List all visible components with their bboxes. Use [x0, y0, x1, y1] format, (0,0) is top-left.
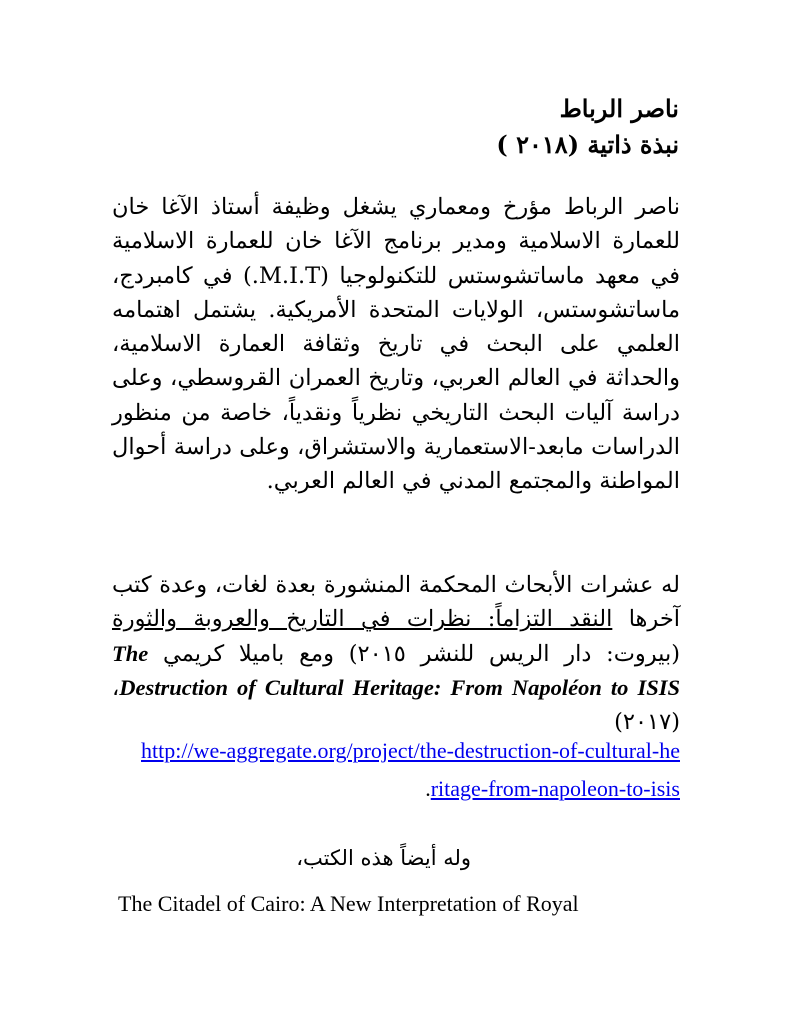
english-book-title: The Citadel of Cairo: A New Interpretation of Royal: [118, 891, 579, 916]
project-link-part-1[interactable]: http://we-aggregate.org/project/the-destruction-of-cultural-he: [141, 738, 680, 763]
also-books-label: وله أيضاً هذه الكتب،: [296, 846, 471, 870]
project-link-line-2: [112, 770, 680, 808]
latest-book-publisher: (بيروت: دار الريس للنشر ٢٠١٥) ومع باميلا كريمي: [163, 640, 680, 667]
coauthored-book-title: The Destruction of Cultural Heritage: From Napoléon to ISIS: [112, 640, 680, 700]
latest-book-title: النقد التزاماً: نظرات في التاريخ والعروبة والثورة: [112, 606, 613, 633]
works-paragraph: له عشرات الأبحاث المحكمة المنشورة بعدة لغات، وعدة كتب آخرها النقد التزاماً: نظرات في التاريخ والعروبة والثورة (بيروت: دار الريس للنشر ٢٠١٥) ومع باميلا كريمي The Destruction of Cultural Heritage: From Napoléon to ISIS، (٢٠١٧): [112, 572, 680, 736]
works-intro: له عشرات الأبحاث المحكمة المنشورة بعدة لغات، وعدة كتب آخرها: [112, 572, 680, 633]
coauthored-book-year: (٢٠١٧): [614, 709, 680, 736]
author-name-heading: ناصر الرباط: [559, 94, 679, 123]
link-trailing-period: .: [425, 776, 431, 801]
bio-heading: نبذة ذاتية (٢٠١٨ ): [496, 130, 679, 159]
bio-paragraph: ناصر الرباط مؤرخ ومعماري يشغل وظيفة أستاذ الآغا خان للعمارة الاسلامية ومدير برنامج الآغا خان للعمارة الاسلامية في معهد ماساتشوستس للتكنولوجيا (M.I.T.) في كامبردج، ماساتشوستس، الولايات المتحدة الأمريكية. يشتمل اهتمامه العلمي على البحث في تاريخ وثقافة العمارة الاسلامية، والحداثة في العالم العربي، وتاريخ العمران القروسطي، وعلى دراسة آليات البحث التاريخي نظرياً ونقدياً، خاصة من منظور الدراسات مابعد-الاستعمارية والاستشراق، وعلى دراسة أحوال المواطنة والمجتمع المدني في العالم العربي.: [112, 194, 681, 495]
project-link-part-2[interactable]: ritage-from-napoleon-to-isis: [430, 776, 680, 801]
project-link-line-1: [112, 732, 680, 770]
